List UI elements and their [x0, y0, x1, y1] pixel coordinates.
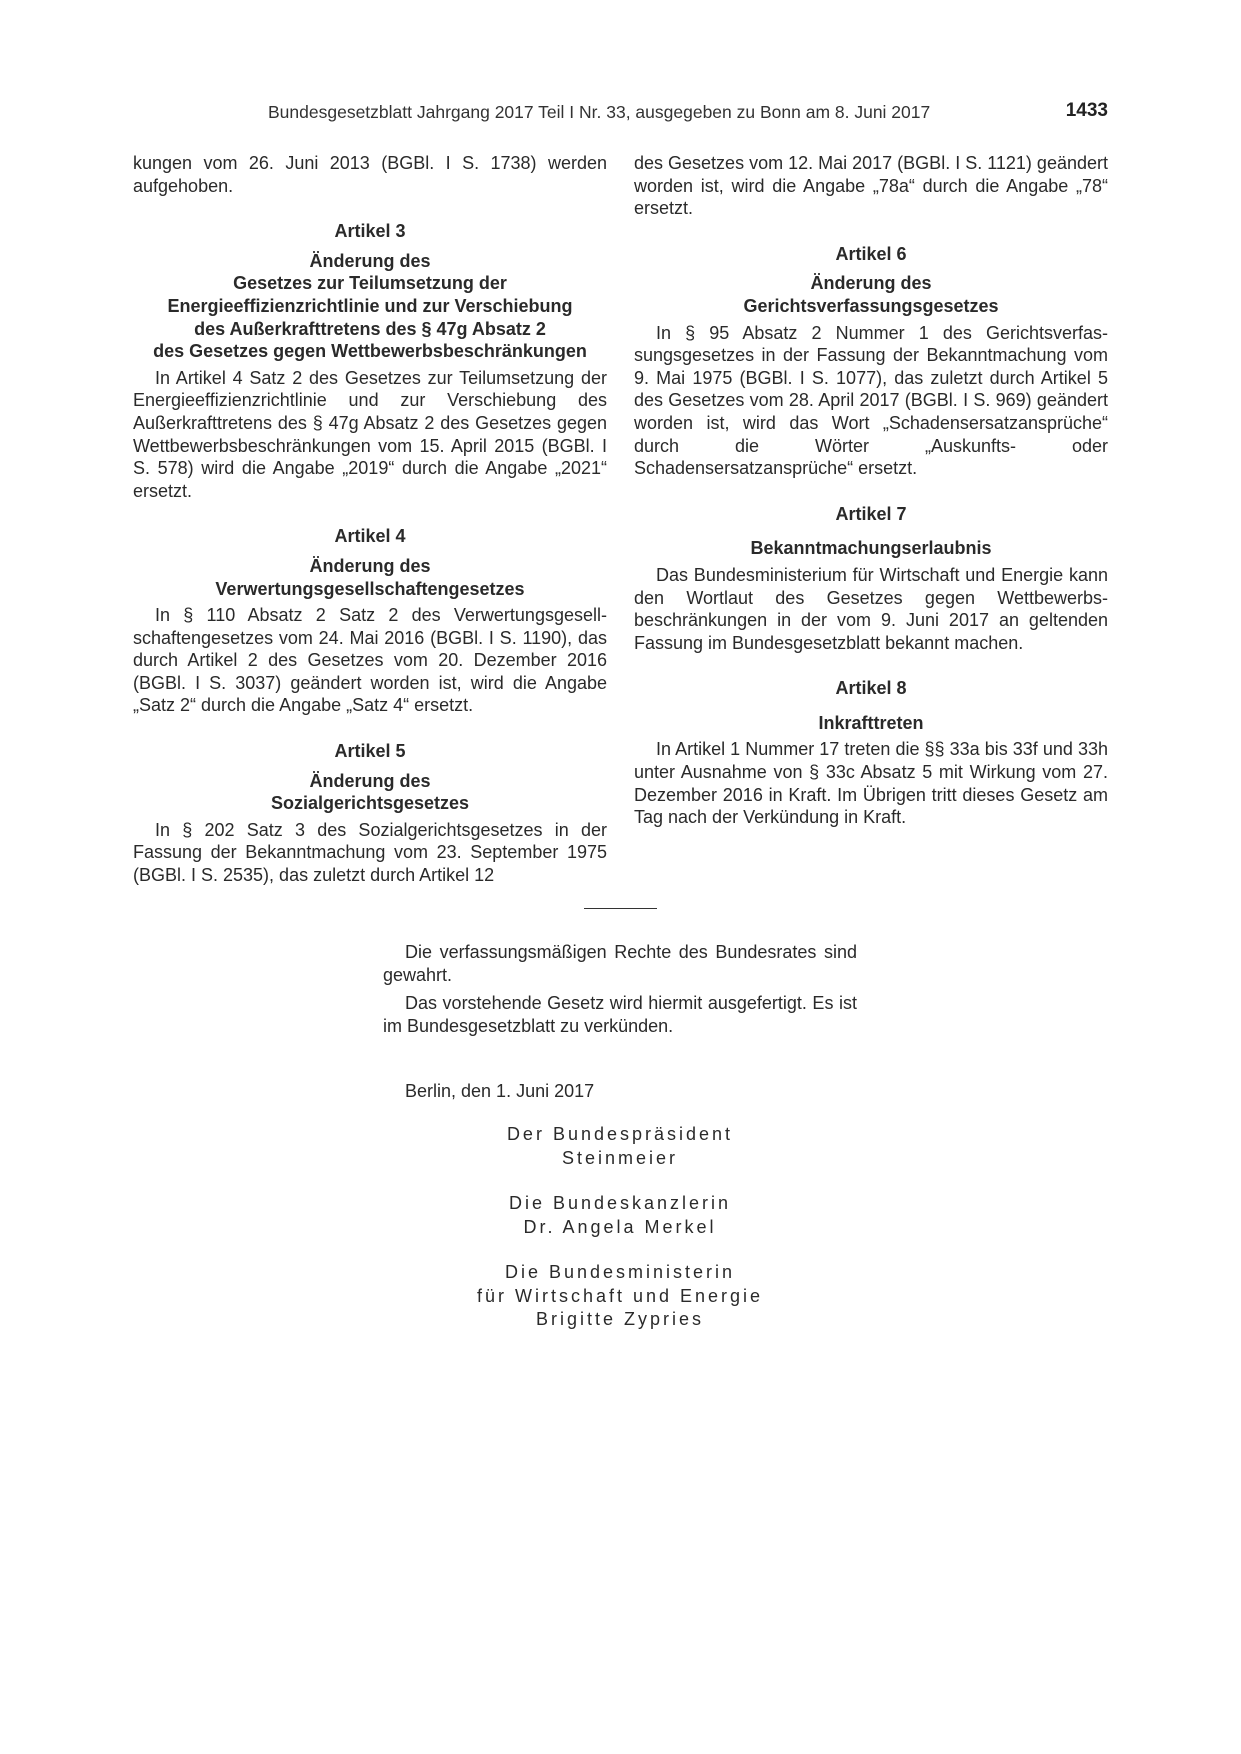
signatory-name: Brigitte Zypries [535, 1309, 705, 1329]
signatory-office: Die Bundesministerin [504, 1262, 736, 1282]
left-column [133, 152, 607, 887]
article-5-title: Artikel 5 [334, 741, 406, 762]
heading-line: Bekanntmachungserlaubnis [750, 538, 992, 559]
signatory-office: Die Bundeskanzlerin [508, 1193, 732, 1213]
article-8-title: Artikel 8 [835, 678, 907, 699]
signatory [383, 1192, 857, 1239]
signatory-office: Der Bundespräsident [506, 1124, 734, 1144]
article-7-title: Artikel 7 [835, 503, 907, 524]
heading-line: Gerichtsverfassungsgesetzes [743, 295, 999, 316]
section-divider [584, 908, 657, 909]
heading-line: Energieeffizienzrichtlinie und zur Verschiebung [167, 295, 573, 316]
heading-line: des Außerkrafttretens des § 47g Absatz 2 [194, 318, 546, 339]
article-4-body: In § 110 Absatz 2 Satz 2 des Verwertungsgesellschaftengesetzes vom 24. Mai 2016 (BGBl. I S. 1190), das durch Artikel 2 des Gesetzes vom 20. Dezember 2016 (BGBl. I S. 3037) geändert worden ist, wird die Angabe „Satz 2“ durch die Angabe „Satz 4“ ersetzt. [133, 605, 607, 716]
article-6-body: In § 95 Absatz 2 Nummer 1 des Gerichtsverfassungsgesetzes in der Fassung der Bekanntmachung vom 9. Mai 1975 (BGBl. I S. 1077), das zuletzt durch Artikel 5 des Gesetzes vom 28. April 2017 (BGBl. I S. 969) geändert worden ist, wird das Wort „Schadensersatzansprüche“ durch die Wörter „Auskunfts- oder Schadensersatzansprüche“ ersetzt. [634, 322, 1108, 479]
closing-formula [383, 941, 857, 1043]
heading-line: Änderung des [309, 555, 431, 576]
running-title: Bundesgesetzblatt Jahrgang 2017 Teil I Nr. 33, ausgegeben zu Bonn am 8. Juni 2017 [268, 102, 931, 122]
article-4-heading [133, 555, 607, 600]
article-7-heading [634, 537, 1108, 560]
article-3-body: In Artikel 4 Satz 2 des Gesetzes zur Teilumsetzung der Energieeffizienzrichtlinie und zur Verschiebung des Außerkrafttretens des § 47g Absatz 2 des Gesetzes gegen Wettbewerbsbeschränkungen vom 15. April 2015 (BGBl. I S. 578) wird die Angabe „2019“ durch die Angabe „2021“ ersetzt. [133, 367, 607, 501]
signatory-name: Dr. Angela Merkel [523, 1216, 717, 1237]
article-6-title: Artikel 6 [835, 243, 907, 264]
continuation-text: kungen vom 26. Juni 2013 (BGBl. I S. 1738) werden aufgehoben. [133, 153, 607, 196]
heading-line: des Gesetzes gegen Wettbewerbsbeschränkungen [153, 341, 587, 362]
article-5-body: In § 202 Satz 3 des Sozialgerichtsgesetzes in der Fassung der Bekanntmachung vom 23. September 1975 (BGBl. I S. 2535), das zuletzt durch Artikel 12 [133, 819, 607, 886]
page-number: 1433 [1065, 100, 1108, 121]
heading-line: Gesetzes zur Teilumsetzung der [233, 273, 507, 294]
article-3-heading [133, 250, 607, 363]
heading-line: Verwertungsgesellschaftengesetzes [215, 578, 525, 599]
signatory [383, 1261, 857, 1332]
heading-line: Änderung des [309, 770, 431, 791]
article-4-title: Artikel 4 [334, 526, 406, 547]
place-date: Berlin, den 1. Juni 2017 [405, 1081, 595, 1101]
closing-paragraph: Die verfassungsmäßigen Rechte des Bundesrates sind gewahrt. [383, 942, 857, 985]
heading-line: Änderung des [810, 273, 932, 294]
page-header [268, 100, 1108, 126]
heading-line: Änderung des [309, 250, 431, 271]
article-3-title: Artikel 3 [334, 221, 406, 242]
continuation-text: des Gesetzes vom 12. Mai 2017 (BGBl. I S. 1121) geändert worden ist, wird die Angabe „78a“ durch die Angabe „78“ ersetzt. [634, 153, 1108, 219]
closing-paragraph: Das vorstehende Gesetz wird hiermit ausgefertigt. Es ist im Bundesgesetzblatt zu verkünden. [383, 993, 857, 1036]
article-7-body: Das Bundesministerium für Wirtschaft und Energie kann den Wortlaut des Gesetzes gegen Wettbewerbsbeschränkungen in der vom 9. Juni 2017 an geltenden Fassung im Bundesgesetzblatt bekannt machen. [634, 564, 1108, 653]
article-8-body: In Artikel 1 Nummer 17 treten die §§ 33a bis 33f und 33h unter Ausnahme von § 33c Absatz 5 mit Wirkung vom 27. Dezember 2016 in Kraft. Im Übrigen tritt dieses Gesetz am Tag nach der Verkündung in Kraft. [634, 739, 1108, 828]
article-6-heading [634, 272, 1108, 317]
signatory [383, 1123, 857, 1170]
signature-block [383, 1123, 857, 1354]
signatory-office-line2: für Wirtschaft und Energie [476, 1285, 764, 1306]
right-column [634, 152, 1108, 829]
signatory-name: Steinmeier [561, 1147, 679, 1168]
heading-line: Sozialgerichtsgesetzes [270, 793, 470, 814]
heading-line: Inkrafttreten [818, 712, 924, 733]
article-5-heading [133, 770, 607, 815]
article-8-heading [634, 712, 1108, 735]
